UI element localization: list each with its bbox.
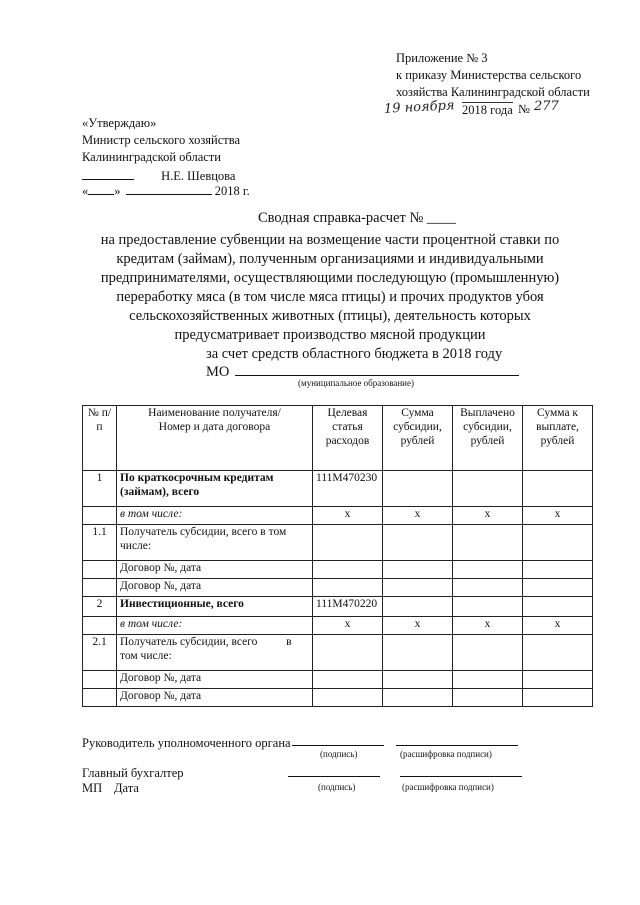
mo-caption: (муниципальное образование) [298, 378, 414, 388]
cell-x: х [313, 617, 383, 635]
doc-subtitle-line-6: предусматривает производство мясной продукции [174, 327, 486, 343]
cell-x: х [523, 617, 593, 635]
approval-year: 2018 г. [214, 184, 250, 198]
row-name: Инвестиционные, всего [117, 597, 313, 617]
quote-close: » [114, 184, 121, 198]
accountant-sign-caption: (подпись) [318, 782, 356, 792]
row-name: Договор №, дата [117, 561, 313, 579]
row-name: в том числе: [117, 617, 313, 635]
accountant-label: Главный бухгалтер [82, 766, 184, 780]
doc-subtitle-line-5: сельскохозяйственных животных (птицы), деятельность которых [129, 308, 531, 324]
row-name: По краткосрочным кредитам (займам), всего [117, 471, 313, 507]
row-name: Получатель субсидии, всего в том числе: [117, 525, 313, 561]
appendix-line-2: к приказу Министерства сельского [396, 68, 582, 82]
appendix-number-label: № [518, 102, 530, 116]
cell-x: х [453, 617, 523, 635]
doc-subtitle-line-1: на предоставление субвенции на возмещение части процентной ставки по [100, 232, 560, 248]
row-code: 111М470230 [313, 471, 383, 507]
date-label: Дата [114, 781, 139, 795]
approval-position: Министр сельского хозяйства [82, 133, 241, 147]
head-decode-line [396, 745, 518, 746]
table-row [83, 689, 593, 707]
table-row [83, 561, 593, 579]
accountant-signature-line [288, 776, 380, 777]
header-name: Наименование получателя/ Номер и дата договора [117, 406, 313, 471]
table-row [83, 597, 593, 617]
table-row [83, 471, 593, 507]
accountant-decode-line [400, 776, 522, 777]
quote-open: « [82, 184, 89, 198]
header-paid: Выплачено субсидии, рублей [453, 406, 523, 471]
cell-x: х [383, 507, 453, 525]
row-num: 2 [83, 597, 117, 617]
doc-subtitle-line-3: предпринимателями, осуществляющими последующую (промышленную) [100, 270, 560, 286]
approval-stamp: «Утверждаю» [82, 116, 157, 130]
cell-x: х [453, 507, 523, 525]
appendix-year: 2018 года [462, 103, 513, 117]
doc-title: Сводная справка-расчет № ____ [258, 210, 456, 226]
row-num: 2.1 [83, 635, 117, 671]
table-row [83, 617, 593, 635]
doc-subtitle-line-7: за счет средств областного бюджета в 2018 году [206, 346, 503, 362]
row-name: Получатель субсидии, всего в том числе: [117, 635, 313, 671]
approval-minister-name: Н.Е. Шевцова [161, 169, 236, 183]
doc-subtitle-line-2: кредитам (займам), полученным организациями и индивидуальными [116, 251, 544, 267]
row-num: 1.1 [83, 525, 117, 561]
head-decode-caption: (расшифровка подписи) [400, 749, 492, 759]
row-num: 1 [83, 471, 117, 507]
table-header-row [83, 406, 593, 471]
head-sign-caption: (подпись) [320, 749, 358, 759]
header-topay: Сумма к выплате, рублей [523, 406, 593, 471]
table-row [83, 507, 593, 525]
mp-label: МП [82, 781, 103, 795]
cell-x: х [313, 507, 383, 525]
row-name: Договор №, дата [117, 579, 313, 597]
approval-date-line [82, 182, 250, 199]
cell-x: х [383, 617, 453, 635]
table-row [83, 579, 593, 597]
doc-subtitle-line-4: переработку мяса (в том числе мяса птицы) и прочих продуктов убоя [116, 289, 544, 305]
row-name: Договор №, дата [117, 689, 313, 707]
header-sum: Сумма субсидии, рублей [383, 406, 453, 471]
table-row [83, 671, 593, 689]
table-row [83, 525, 593, 561]
accountant-decode-caption: (расшифровка подписи) [402, 782, 494, 792]
row-name: Договор №, дата [117, 671, 313, 689]
subsidy-table [82, 405, 593, 707]
header-article: Целевая статья расходов [313, 406, 383, 471]
approval-region: Калининградской области [82, 150, 221, 164]
handwritten-date: 19 ноября [383, 98, 455, 117]
row-code: 111М470220 [313, 597, 383, 617]
head-signature-line [292, 745, 384, 746]
table-row [83, 635, 593, 671]
appendix-line-3: хозяйства Калининградской области [396, 85, 590, 99]
mo-label: МО [206, 364, 230, 380]
handwritten-number: 277 [534, 99, 559, 114]
row-name: в том числе: [117, 507, 313, 525]
cell-x: х [523, 507, 593, 525]
header-num: № п/п [83, 406, 117, 471]
appendix-line-1: Приложение № 3 [396, 51, 488, 65]
head-signature-label: Руководитель уполномоченного органа [82, 736, 291, 750]
